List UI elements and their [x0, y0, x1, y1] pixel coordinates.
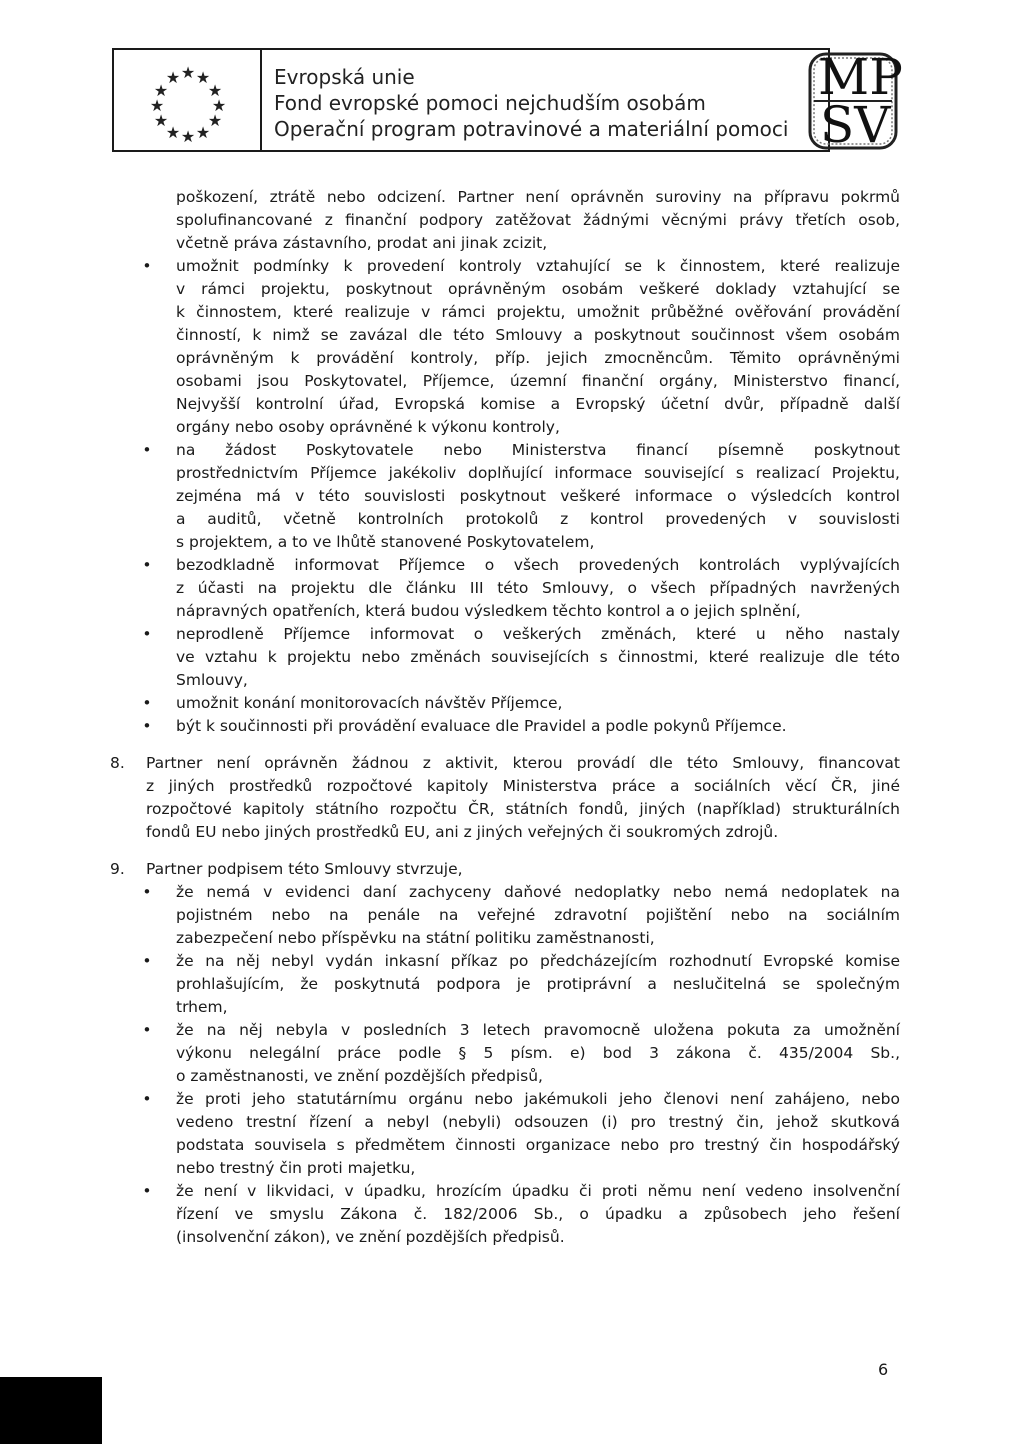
text-line: umožnit konání monitorovacích návštěv Příjemce, — [176, 694, 563, 712]
bullet-item — [100, 1180, 900, 1249]
text-line: řízení ve smyslu Zákona č. 182/2006 Sb., o úpadku a způsobech jeho řešení — [176, 1205, 900, 1223]
bullet-dot-icon: • — [142, 1021, 152, 1039]
text-line: Nejvyšší kontrolní úřad, Evropská komise a Evropský účetní dvůr, případně další — [176, 395, 900, 413]
eu-stars-icon — [136, 56, 240, 146]
text-line: umožnit podmínky k provedení kontroly vztahující se k činnostem, které realizuje — [176, 257, 900, 275]
section-8-number: 8. — [110, 754, 125, 772]
text-line: z účasti na projektu dle článku III této Smlouvy, o všech případných navržených — [176, 579, 900, 597]
text-line: neprodleně Příjemce informovat o veškerých změnách, které u něho nastaly — [176, 625, 900, 643]
header-title-block — [262, 50, 788, 150]
text-line: o zaměstnanosti, ve znění pozdějších předpisů, — [176, 1067, 543, 1085]
text-line: že proti jeho statutárnímu orgánu nebo jakémukoli jeho členovi není zahájeno, nebo — [176, 1090, 900, 1108]
bullet-item — [100, 1088, 900, 1180]
svg-text:★: ★ — [211, 96, 227, 115]
section-9-lead: Partner podpisem této Smlouvy stvrzuje, — [146, 860, 463, 878]
mpsv-logo-top: MP — [818, 48, 903, 106]
section-8 — [100, 752, 900, 844]
text-line: že nemá v evidenci daní zachyceny daňové nedoplatky nebo nemá nedoplatek na — [176, 883, 900, 901]
text-line: prohlašujícím, že poskytnutá podpora je protiprávní a neslučitelná se společným — [176, 975, 900, 993]
document-body — [100, 186, 900, 1249]
eu-flag-logo — [114, 50, 262, 150]
text-line: výkonu nelegální práce podle § 5 písm. e) bod 3 zákona č. 435/2004 Sb., — [176, 1044, 900, 1062]
text-line: s projektem, a to ve lhůtě stanovené Poskytovatelem, — [176, 533, 595, 551]
bullet-item — [100, 439, 900, 554]
bullet-dot-icon: • — [142, 1182, 152, 1200]
text-line: vedeno trestní řízení a nebyl (nebyli) odsouzen (i) pro trestný čin, jehož skutková — [176, 1113, 900, 1131]
text-line: a auditů, včetně kontrolních protokolů z kontrol provedených v souvislosti — [176, 510, 900, 528]
spacer — [100, 738, 900, 752]
svg-text:★: ★ — [207, 81, 223, 100]
bullet-dot-icon: • — [142, 717, 152, 735]
text-line: zejména má v této souvislosti poskytnout veškeré informace o výsledcích kontrol — [176, 487, 900, 505]
text-line: že na něj nebyla v posledních 3 letech pravomocně uložena pokuta za umožnění — [176, 1021, 900, 1039]
bullet-item — [100, 623, 900, 692]
text-line: oprávněným k provádění kontroly, příp. jejich zmocněncům. Těmito oprávněnými — [176, 349, 900, 367]
text-line: být k součinnosti při provádění evaluace dle Pravidel a podle pokynů Příjemce. — [176, 717, 787, 735]
text-line: trhem, — [176, 998, 228, 1016]
intro-paragraph — [100, 186, 900, 255]
redaction-box — [0, 1377, 102, 1444]
header-line-3: Operační program potravinové a materiální pomoci — [274, 117, 789, 141]
text-line: včetně práva zástavního, prodat ani jinak zcizit, — [176, 234, 548, 252]
svg-text:★: ★ — [153, 81, 169, 100]
text-line: v rámci projektu, poskytnout oprávněným osobám veškeré doklady vztahující se — [176, 280, 900, 298]
svg-text:★: ★ — [149, 96, 165, 115]
bullet-dot-icon: • — [142, 257, 152, 275]
svg-text:★: ★ — [153, 111, 169, 130]
text-line: na žádost Poskytovatele nebo Ministerstva financí písemně poskytnout — [176, 441, 900, 459]
text-line: podstata souvisela s předmětem činnosti organizace nebo pro trestný čin hospodářský — [176, 1136, 900, 1154]
text-line: prostřednictvím Příjemce jakékoliv doplňující informace související s realizací Projektu, — [176, 464, 900, 482]
text-line: činností, k nimž se zavázal dle této Smlouvy a poskytnout součinnost všem osobám — [176, 326, 900, 344]
mpsv-logo-bottom: SV — [820, 96, 891, 154]
mpsv-logo — [804, 48, 902, 154]
spacer — [100, 844, 900, 858]
bullet-item — [100, 255, 900, 439]
document-header — [112, 48, 830, 152]
bullet-dot-icon: • — [142, 1090, 152, 1108]
svg-text:★: ★ — [180, 127, 196, 146]
text-line: (insolvenční zákon), ve znění pozdějších předpisů. — [176, 1228, 565, 1246]
text-line: ve vztahu k projektu nebo změnách souvisejících s činnostmi, které realizuje dle této — [176, 648, 900, 666]
section-9-number: 9. — [110, 860, 125, 878]
obligations-bullet-list — [100, 255, 900, 738]
header-line-1: Evropská unie — [274, 65, 415, 89]
bullet-dot-icon: • — [142, 952, 152, 970]
text-line: orgány nebo osoby oprávněné k výkonu kontroly, — [176, 418, 560, 436]
text-line: zabezpečení nebo příspěvku na státní politiku zaměstnanosti, — [176, 929, 655, 947]
text-line: Smlouvy, — [176, 671, 248, 689]
bullet-item — [100, 715, 900, 738]
text-line: že není v likvidaci, v úpadku, hrozícím úpadku či proti němu není vedeno insolvenční — [176, 1182, 900, 1200]
svg-text:★: ★ — [195, 123, 211, 142]
bullet-item — [100, 692, 900, 715]
text-line: bezodkladně informovat Příjemce o všech provedených kontrolách vyplývajících — [176, 556, 900, 574]
text-line: nebo trestný čin proti majetku, — [176, 1159, 416, 1177]
text-line: z jiných prostředků rozpočtové kapitoly Ministerstva práce a sociálních věcí ČR, jiné — [146, 777, 900, 795]
bullet-item — [100, 950, 900, 1019]
bullet-dot-icon: • — [142, 441, 152, 459]
bullet-item — [100, 881, 900, 950]
text-line: že na něj nebyl vydán inkasní příkaz po předcházejícím rozhodnutí Evropské komise — [176, 952, 900, 970]
bullet-dot-icon: • — [142, 883, 152, 901]
bullet-dot-icon: • — [142, 694, 152, 712]
bullet-item — [100, 554, 900, 623]
svg-text:★: ★ — [165, 68, 181, 87]
svg-text:★: ★ — [195, 68, 211, 87]
svg-text:★: ★ — [207, 111, 223, 130]
text-line: fondů EU nebo jiných prostředků EU, ani z jiných veřejných či soukromých zdrojů. — [146, 823, 779, 841]
page-number: 6 — [878, 1360, 889, 1379]
svg-text:★: ★ — [180, 63, 196, 82]
bullet-item — [100, 1019, 900, 1088]
text-line: nápravných opatřeních, která budou výsledkem těchto kontrol a o jejich splnění, — [176, 602, 801, 620]
bullet-dot-icon: • — [142, 556, 152, 574]
section-9 — [100, 858, 900, 881]
text-line: osobami jsou Poskytovatel, Příjemce, územní finanční orgány, Ministerstvo financí, — [176, 372, 900, 390]
declarations-bullet-list — [100, 881, 900, 1249]
text-line: spolufinancované z finanční podpory zatěžovat žádnými věcnými právy třetích osob, — [176, 211, 900, 229]
svg-text:★: ★ — [165, 123, 181, 142]
text-line: k činnostem, které realizuje v rámci projektu, umožnit průběžné ověřování provádění — [176, 303, 900, 321]
text-line: Partner není oprávněn žádnou z aktivit, kterou provádí dle této Smlouvy, financovat — [146, 754, 900, 772]
bullet-dot-icon: • — [142, 625, 152, 643]
header-line-2: Fond evropské pomoci nejchudším osobám — [274, 91, 706, 115]
text-line: poškození, ztrátě nebo odcizení. Partner není oprávněn suroviny na přípravu pokrmů — [176, 188, 900, 206]
text-line: pojistném nebo na penále na veřejné zdravotní pojištění nebo na sociálním — [176, 906, 900, 924]
text-line: rozpočtové kapitoly státního rozpočtu ČR, státních fondů, jiných (například) strukturálních — [146, 800, 900, 818]
